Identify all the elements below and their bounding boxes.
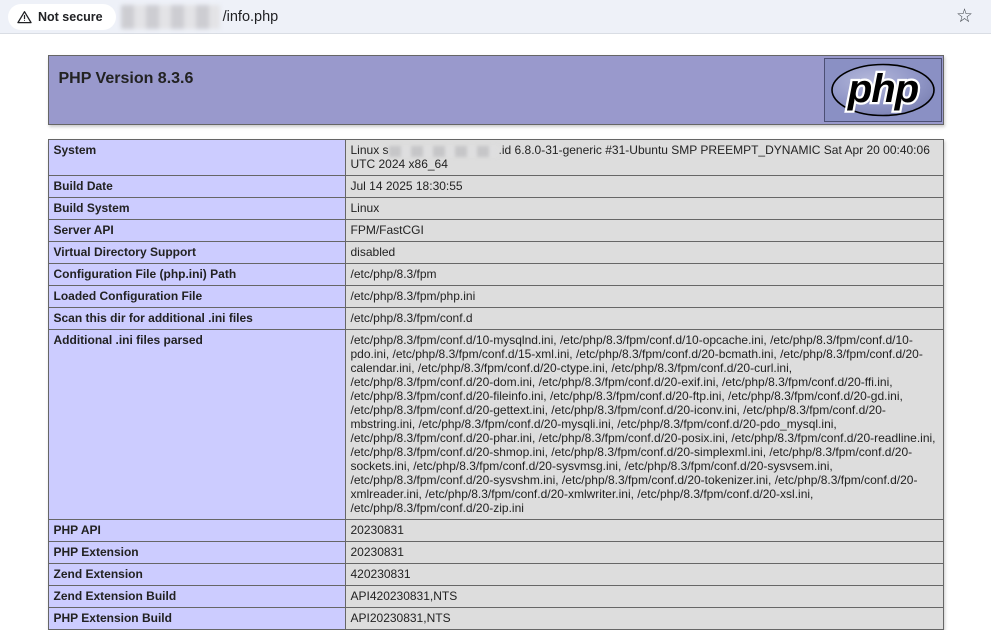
php-version-header — [48, 55, 944, 125]
info-row-label: System — [48, 140, 345, 176]
info-row-label: PHP API — [48, 520, 345, 542]
not-secure-chip[interactable] — [8, 4, 116, 30]
info-row — [48, 176, 943, 198]
info-row-label: Scan this dir for additional .ini files — [48, 308, 345, 330]
info-row-value: Jul 14 2025 18:30:55 — [345, 176, 943, 198]
info-row-label: PHP Extension — [48, 542, 345, 564]
info-row — [48, 542, 943, 564]
info-row — [48, 520, 943, 542]
info-row — [48, 330, 943, 520]
redacted-hostname — [389, 146, 499, 157]
info-row — [48, 264, 943, 286]
php-logo — [824, 58, 942, 122]
info-row-label: Server API — [48, 220, 345, 242]
info-row-label: Additional .ini files parsed — [48, 330, 345, 520]
info-row-label: Zend Extension — [48, 564, 345, 586]
info-row-value: 20230831 — [345, 542, 943, 564]
info-row — [48, 220, 943, 242]
browser-address-bar[interactable] — [0, 0, 991, 34]
info-row-value: /etc/php/8.3/fpm/php.ini — [345, 286, 943, 308]
info-row-label: Build Date — [48, 176, 345, 198]
info-row — [48, 286, 943, 308]
info-row-value: disabled — [345, 242, 943, 264]
warning-triangle-icon — [17, 10, 32, 24]
info-row-value: FPM/FastCGI — [345, 220, 943, 242]
info-row — [48, 564, 943, 586]
url-path-text: /info.php — [222, 8, 279, 25]
info-row-value: API420230831,NTS — [345, 586, 943, 608]
info-row — [48, 586, 943, 608]
info-row-value: 420230831 — [345, 564, 943, 586]
info-row — [48, 242, 943, 264]
not-secure-label: Not secure — [38, 9, 103, 24]
bookmark-star-icon[interactable]: ☆ — [955, 6, 973, 27]
info-row-label: Build System — [48, 198, 345, 220]
info-row — [48, 308, 943, 330]
info-row-value: Linux — [345, 198, 943, 220]
info-row-value: /etc/php/8.3/fpm/conf.d/10-mysqlnd.ini, /etc/php/8.3/fpm/conf.d/10-opcache.ini, /etc/php/8.3/fpm/conf.d/10-pdo.ini, /etc/php/8.3/fpm/conf.d/15-xml.ini, /etc/php/8.3/fpm/conf.d/20-bcmath.ini, /etc/php/8.3/fpm/conf.d/20-calendar.ini, /etc/php/8.3/fpm/conf.d/20-ctype.ini, /etc/php/8.3/fpm/conf.d/20-curl.ini, /etc/php/8.3/fpm/conf.d/20-dom.ini, /etc/php/8.3/fpm/conf.d/20-exif.ini, /etc/php/8.3/fpm/conf.d/20-ffi.ini, /etc/php/8.3/fpm/conf.d/20-fileinfo.ini, /etc/php/8.3/fpm/conf.d/20-ftp.ini, /etc/php/8.3/fpm/conf.d/20-gd.ini, /etc/php/8.3/fpm/conf.d/20-gettext.ini, /etc/php/8.3/fpm/conf.d/20-iconv.ini, /etc/php/8.3/fpm/conf.d/20-mbstring.ini, /etc/php/8.3/fpm/conf.d/20-mysqli.ini, /etc/php/8.3/fpm/conf.d/20-pdo_mysql.ini, /etc/php/8.3/fpm/conf.d/20-phar.ini, /etc/php/8.3/fpm/conf.d/20-posix.ini, /etc/php/8.3/fpm/conf.d/20-readline.ini, /etc/php/8.3/fpm/conf.d/20-shmop.ini, /etc/php/8.3/fpm/conf.d/20-simplexml.ini, /etc/php/8.3/fpm/conf.d/20-sockets.ini, /etc/php/8.3/fpm/conf.d/20-sysvmsg.ini, /etc/php/8.3/fpm/conf.d/20-sysvsem.ini, /etc/php/8.3/fpm/conf.d/20-sysvshm.ini, /etc/php/8.3/fpm/conf.d/20-tokenizer.ini, /etc/php/8.3/fpm/conf.d/20-xmlreader.ini, /etc/php/8.3/fpm/conf.d/20-xmlwriter.ini, /etc/php/8.3/fpm/conf.d/20-xsl.ini, /etc/php/8.3/fpm/conf.d/20-zip.ini — [345, 330, 943, 520]
info-table-body — [48, 140, 943, 630]
php-logo-text: php — [847, 67, 918, 111]
page-title: PHP Version 8.3.6 — [58, 70, 194, 87]
info-row-value: API20230831,NTS — [345, 608, 943, 630]
info-row — [48, 140, 943, 176]
info-row-label: Virtual Directory Support — [48, 242, 345, 264]
info-row-value: 20230831 — [345, 520, 943, 542]
info-row-label: Configuration File (php.ini) Path — [48, 264, 345, 286]
info-row-label: Loaded Configuration File — [48, 286, 345, 308]
redacted-url-host — [121, 5, 220, 29]
info-row-value: Linux s .id 6.8.0-31-generic #31-Ubuntu SMP PREEMPT_DYNAMIC Sat Apr 20 00:40:06 UTC 2024 x86_64 — [345, 140, 943, 176]
phpinfo-page — [0, 55, 991, 630]
info-row — [48, 198, 943, 220]
php-info-table — [48, 139, 944, 630]
info-row-label: Zend Extension Build — [48, 586, 345, 608]
info-row — [48, 608, 943, 630]
info-row-value: /etc/php/8.3/fpm — [345, 264, 943, 286]
info-row-value: /etc/php/8.3/fpm/conf.d — [345, 308, 943, 330]
info-row-label: PHP Extension Build — [48, 608, 345, 630]
